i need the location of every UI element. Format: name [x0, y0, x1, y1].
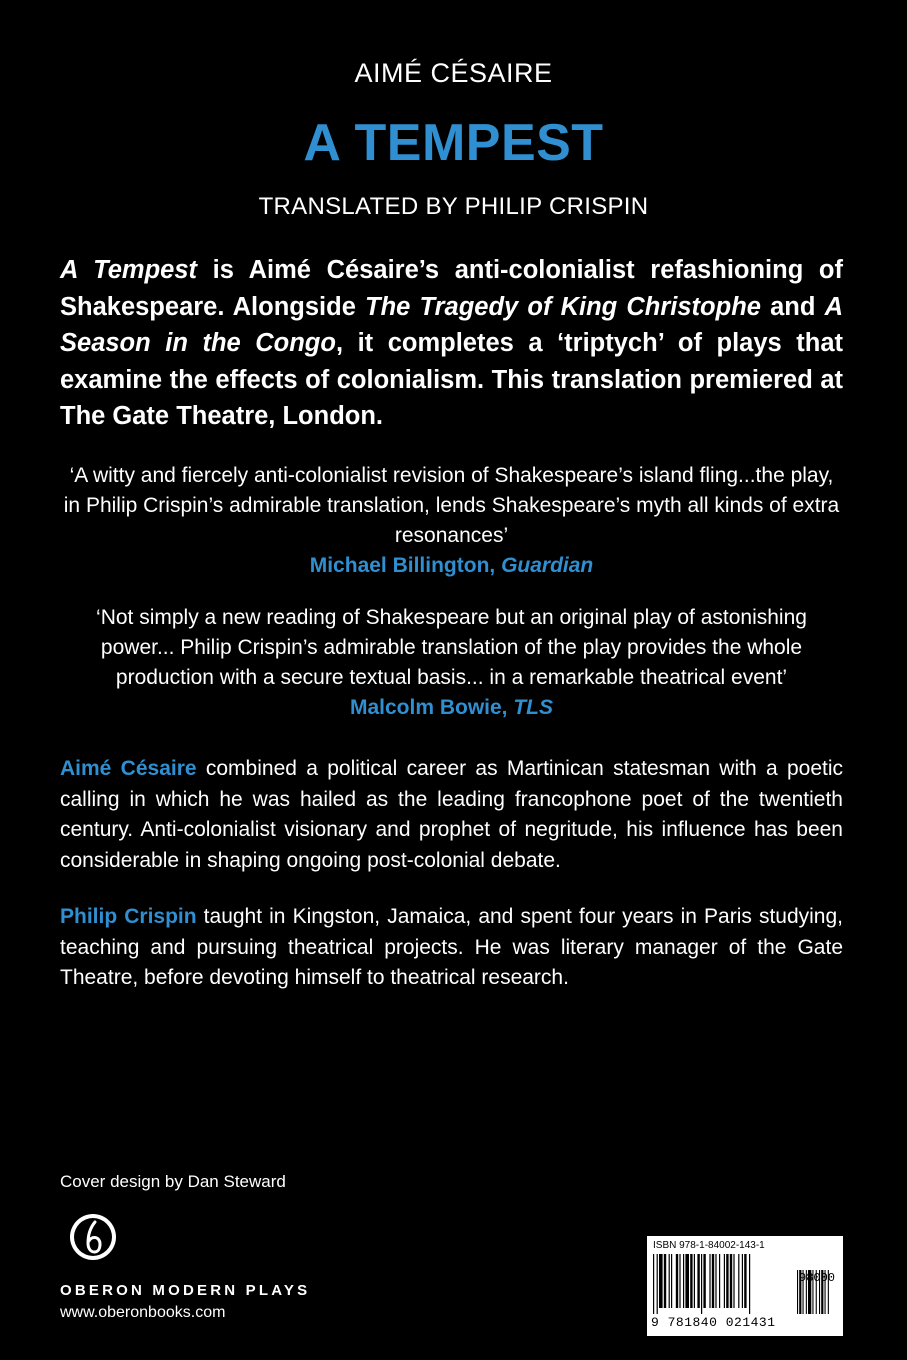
author-bio — [60, 754, 843, 876]
author-name: AIMÉ CÉSAIRE — [354, 58, 553, 88]
bio-text: taught in Kingston, Jamaica, and spent four years in Paris studying, teaching and pursuing theatrical projects. He was literary manager of the Gate Theatre, before devoting himself to theatrical research. — [60, 905, 844, 989]
bio-name: Aimé Césaire — [60, 757, 197, 780]
blurb-work-1: The Tragedy of King Christophe — [365, 292, 761, 321]
isbn-barcode — [647, 1236, 843, 1336]
blurb-text-3: , it completes a ‘triptych’ of plays that examine the effects of colonialism. This translation premiered at The Gate Theatre, London. — [60, 329, 844, 430]
oberon-logo-icon — [68, 1212, 118, 1262]
quote-author: Malcolm Bowie, — [349, 696, 514, 719]
barcode-digits: 9 781840 021431 — [651, 1315, 776, 1330]
isbn-label: ISBN 978-1-84002-143-1 — [653, 1240, 765, 1251]
blurb-work-2: A Season in the Congo — [60, 292, 844, 357]
blurb-text-1: is Aimé Césaire’s anti-colonialist refashioning of Shakespeare. Alongside — [60, 256, 843, 321]
translator-bio — [60, 902, 843, 994]
cover-design-credit: Cover design by Dan Steward — [60, 1172, 286, 1191]
review-quote — [60, 603, 843, 723]
book-blurb — [60, 252, 843, 435]
quote-attribution — [60, 551, 843, 581]
blurb-text-2: and — [760, 292, 825, 321]
price-code: 98000 — [799, 1271, 836, 1285]
publisher-website: www.oberonbooks.com — [60, 1304, 226, 1321]
bio-text: combined a political career as Martinican statesman with a poetic calling in which he was hailed as the leading francophone poet of the twentieth century. Anti-colonialist visionary and prophet of negritude, his influence has been considerable in shaping ongoing post-colonial debate. — [60, 757, 844, 872]
quote-source: TLS — [513, 696, 554, 719]
translator-credit: TRANSLATED BY PHILIP CRISPIN — [258, 193, 649, 220]
quote-author: Michael Billington, — [309, 554, 502, 577]
quote-text: ‘A witty and fiercely anti-colonialist revision of Shakespeare’s island fling...the play, in Philip Crispin’s admirable translation, lends Shakespeare’s myth all kinds of extra resonances’ — [63, 464, 840, 547]
review-quote — [60, 461, 843, 581]
quote-source: Guardian — [501, 554, 594, 577]
quote-attribution — [60, 693, 843, 723]
bio-name: Philip Crispin — [60, 905, 197, 928]
book-title: A TEMPEST — [303, 114, 604, 172]
quote-text: ‘Not simply a new reading of Shakespeare but an original play of astonishing power... Philip Crispin’s admirable translation of the play provides the whole production with a secure textual basis... in a remarkable theatrical event’ — [96, 606, 807, 689]
imprint-name: OBERON MODERN PLAYS — [60, 1282, 311, 1299]
blurb-title: A Tempest — [60, 256, 198, 284]
